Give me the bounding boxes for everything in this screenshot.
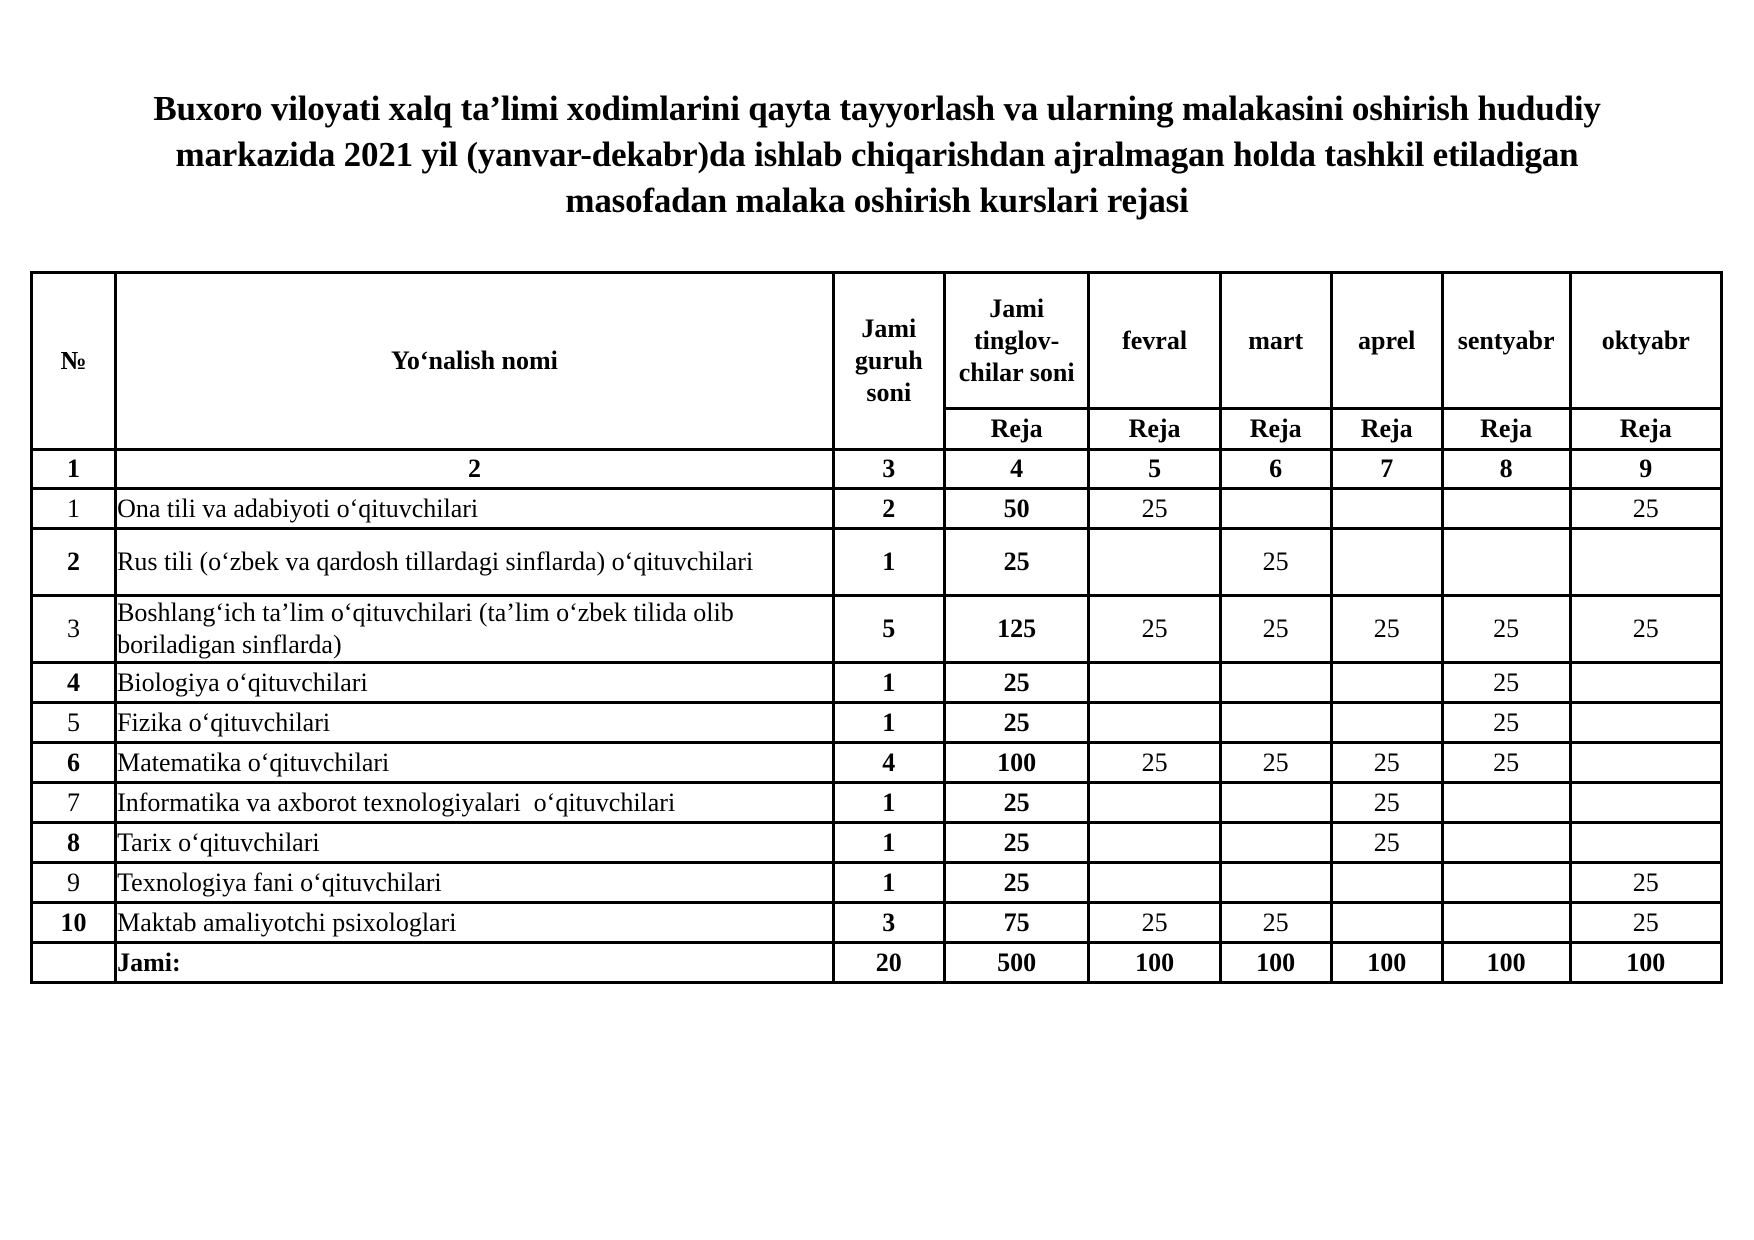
column-index: 3 — [833, 450, 944, 489]
row-aprel: 25 — [1331, 823, 1442, 863]
row-num: 10 — [32, 903, 116, 943]
row-sentyabr — [1442, 489, 1570, 529]
row-groups: 1 — [833, 703, 944, 743]
header-month-fevral: fevral — [1089, 273, 1220, 409]
column-index: 8 — [1442, 450, 1570, 489]
row-aprel — [1331, 663, 1442, 703]
row-num: 9 — [32, 863, 116, 903]
row-fevral — [1089, 783, 1220, 823]
header-listeners — [944, 273, 1089, 409]
table-row — [32, 489, 1722, 529]
column-index: 2 — [116, 450, 834, 489]
header-name: Yo‘nalish nomi — [116, 273, 834, 450]
row-name: Texnologiya fani o‘qituvchilari — [116, 863, 834, 903]
row-sentyabr — [1442, 903, 1570, 943]
row-listeners: 25 — [944, 529, 1089, 596]
plan-label: Reja — [1442, 409, 1570, 450]
row-oktyabr — [1570, 703, 1721, 743]
row-sentyabr — [1442, 783, 1570, 823]
courses-plan-table — [30, 271, 1723, 984]
plan-label: Reja — [1220, 409, 1331, 450]
table-row — [32, 743, 1722, 783]
document-title — [30, 86, 1724, 224]
row-oktyabr: 25 — [1570, 596, 1721, 663]
total-num — [32, 943, 116, 983]
table-row — [32, 703, 1722, 743]
row-sentyabr: 25 — [1442, 596, 1570, 663]
row-mart: 25 — [1220, 903, 1331, 943]
table-row — [32, 823, 1722, 863]
table-row — [32, 903, 1722, 943]
row-groups: 1 — [833, 783, 944, 823]
row-num: 3 — [32, 596, 116, 663]
header-month-sentyabr: sentyabr — [1442, 273, 1570, 409]
row-groups: 1 — [833, 823, 944, 863]
row-num: 2 — [32, 529, 116, 596]
row-groups: 2 — [833, 489, 944, 529]
row-num: 1 — [32, 489, 116, 529]
row-aprel — [1331, 529, 1442, 596]
row-mart — [1220, 783, 1331, 823]
row-name: Rus tili (o‘zbek va qardosh tillardagi sinflarda) o‘qituvchilari — [116, 529, 834, 596]
row-oktyabr: 25 — [1570, 903, 1721, 943]
row-mart — [1220, 863, 1331, 903]
plan-label: Reja — [944, 409, 1089, 450]
row-sentyabr: 25 — [1442, 703, 1570, 743]
row-oktyabr — [1570, 823, 1721, 863]
row-listeners: 100 — [944, 743, 1089, 783]
row-listeners: 25 — [944, 703, 1089, 743]
row-groups: 1 — [833, 863, 944, 903]
row-listeners: 50 — [944, 489, 1089, 529]
row-listeners: 25 — [944, 783, 1089, 823]
row-listeners: 25 — [944, 823, 1089, 863]
header-groups-line: guruh — [854, 346, 923, 375]
row-groups: 3 — [833, 903, 944, 943]
column-index: 5 — [1089, 450, 1220, 489]
row-num: 6 — [32, 743, 116, 783]
row-fevral: 25 — [1089, 903, 1220, 943]
header-groups-line: soni — [866, 378, 912, 407]
row-aprel: 25 — [1331, 743, 1442, 783]
row-mart: 25 — [1220, 743, 1331, 783]
column-index-row — [32, 450, 1722, 489]
table-row — [32, 863, 1722, 903]
row-sentyabr — [1442, 529, 1570, 596]
row-mart — [1220, 703, 1331, 743]
header-month-oktyabr: oktyabr — [1570, 273, 1721, 409]
row-sentyabr — [1442, 823, 1570, 863]
row-name: Tarix o‘qituvchilari — [116, 823, 834, 863]
total-listeners: 500 — [944, 943, 1089, 983]
row-mart: 25 — [1220, 596, 1331, 663]
row-fevral: 25 — [1089, 489, 1220, 529]
header-listeners-line: chilar soni — [958, 357, 1075, 387]
row-fevral: 25 — [1089, 743, 1220, 783]
row-name: Maktab amaliyotchi psixologlari — [116, 903, 834, 943]
header-num: № — [32, 273, 116, 450]
header-month-aprel: aprel — [1331, 273, 1442, 409]
row-oktyabr: 25 — [1570, 863, 1721, 903]
row-aprel: 25 — [1331, 596, 1442, 663]
row-listeners: 125 — [944, 596, 1089, 663]
row-groups: 4 — [833, 743, 944, 783]
total-label: Jami: — [116, 943, 834, 983]
row-aprel — [1331, 903, 1442, 943]
total-fevral: 100 — [1089, 943, 1220, 983]
total-aprel: 100 — [1331, 943, 1442, 983]
row-name: Boshlang‘ich ta’lim o‘qituvchilari (ta’lim o‘zbek tilida olib boriladigan sinflarda) — [116, 596, 834, 663]
row-sentyabr — [1442, 863, 1570, 903]
row-fevral — [1089, 663, 1220, 703]
column-index: 9 — [1570, 450, 1721, 489]
header-groups — [833, 273, 944, 450]
row-mart: 25 — [1220, 529, 1331, 596]
total-oktyabr: 100 — [1570, 943, 1721, 983]
row-mart — [1220, 489, 1331, 529]
row-groups: 1 — [833, 529, 944, 596]
column-index: 7 — [1331, 450, 1442, 489]
table-row — [32, 783, 1722, 823]
row-sentyabr: 25 — [1442, 663, 1570, 703]
table-row — [32, 529, 1722, 596]
total-groups: 20 — [833, 943, 944, 983]
column-index: 4 — [944, 450, 1089, 489]
header-row — [32, 273, 1722, 409]
row-mart — [1220, 663, 1331, 703]
row-name: Matematika o‘qituvchilari — [116, 743, 834, 783]
row-aprel — [1331, 703, 1442, 743]
row-groups: 1 — [833, 663, 944, 703]
row-oktyabr — [1570, 743, 1721, 783]
table-row — [32, 596, 1722, 663]
row-num: 5 — [32, 703, 116, 743]
row-num: 7 — [32, 783, 116, 823]
row-name: Fizika o‘qituvchilari — [116, 703, 834, 743]
row-listeners: 25 — [944, 863, 1089, 903]
row-oktyabr: 25 — [1570, 489, 1721, 529]
row-aprel — [1331, 489, 1442, 529]
row-fevral: 25 — [1089, 596, 1220, 663]
header-month-mart: mart — [1220, 273, 1331, 409]
row-sentyabr: 25 — [1442, 743, 1570, 783]
column-index: 1 — [32, 450, 116, 489]
row-fevral — [1089, 823, 1220, 863]
row-oktyabr — [1570, 663, 1721, 703]
row-listeners: 25 — [944, 663, 1089, 703]
row-listeners: 75 — [944, 903, 1089, 943]
title-line: masofadan malaka oshirish kurslari rejasi — [565, 181, 1189, 220]
row-name: Biologiya o‘qituvchilari — [116, 663, 834, 703]
plan-label: Reja — [1089, 409, 1220, 450]
column-index: 6 — [1220, 450, 1331, 489]
row-num: 8 — [32, 823, 116, 863]
header-listeners-line: Jami — [989, 293, 1045, 323]
total-sentyabr: 100 — [1442, 943, 1570, 983]
total-row — [32, 943, 1722, 983]
title-line: markazida 2021 yil (yanvar-dekabr)da ishlab chiqarishdan ajralmagan holda tashkil etiladigan — [175, 135, 1579, 174]
total-mart: 100 — [1220, 943, 1331, 983]
table-row — [32, 663, 1722, 703]
title-line: Buxoro viloyati xalq ta’limi xodimlarini qayta tayyorlash va ularning malakasini oshirish hududiy — [153, 89, 1601, 128]
header-groups-line: Jami — [861, 314, 917, 343]
row-name: Informatika va axborot texnologiyalari o‘qituvchilari — [116, 783, 834, 823]
row-fevral — [1089, 529, 1220, 596]
row-mart — [1220, 823, 1331, 863]
row-fevral — [1089, 863, 1220, 903]
row-name: Ona tili va adabiyoti o‘qituvchilari — [116, 489, 834, 529]
row-num: 4 — [32, 663, 116, 703]
row-groups: 5 — [833, 596, 944, 663]
plan-label: Reja — [1331, 409, 1442, 450]
plan-label: Reja — [1570, 409, 1721, 450]
row-fevral — [1089, 703, 1220, 743]
row-aprel — [1331, 863, 1442, 903]
header-listeners-line: tinglov- — [974, 325, 1060, 355]
row-aprel: 25 — [1331, 783, 1442, 823]
row-oktyabr — [1570, 783, 1721, 823]
row-oktyabr — [1570, 529, 1721, 596]
